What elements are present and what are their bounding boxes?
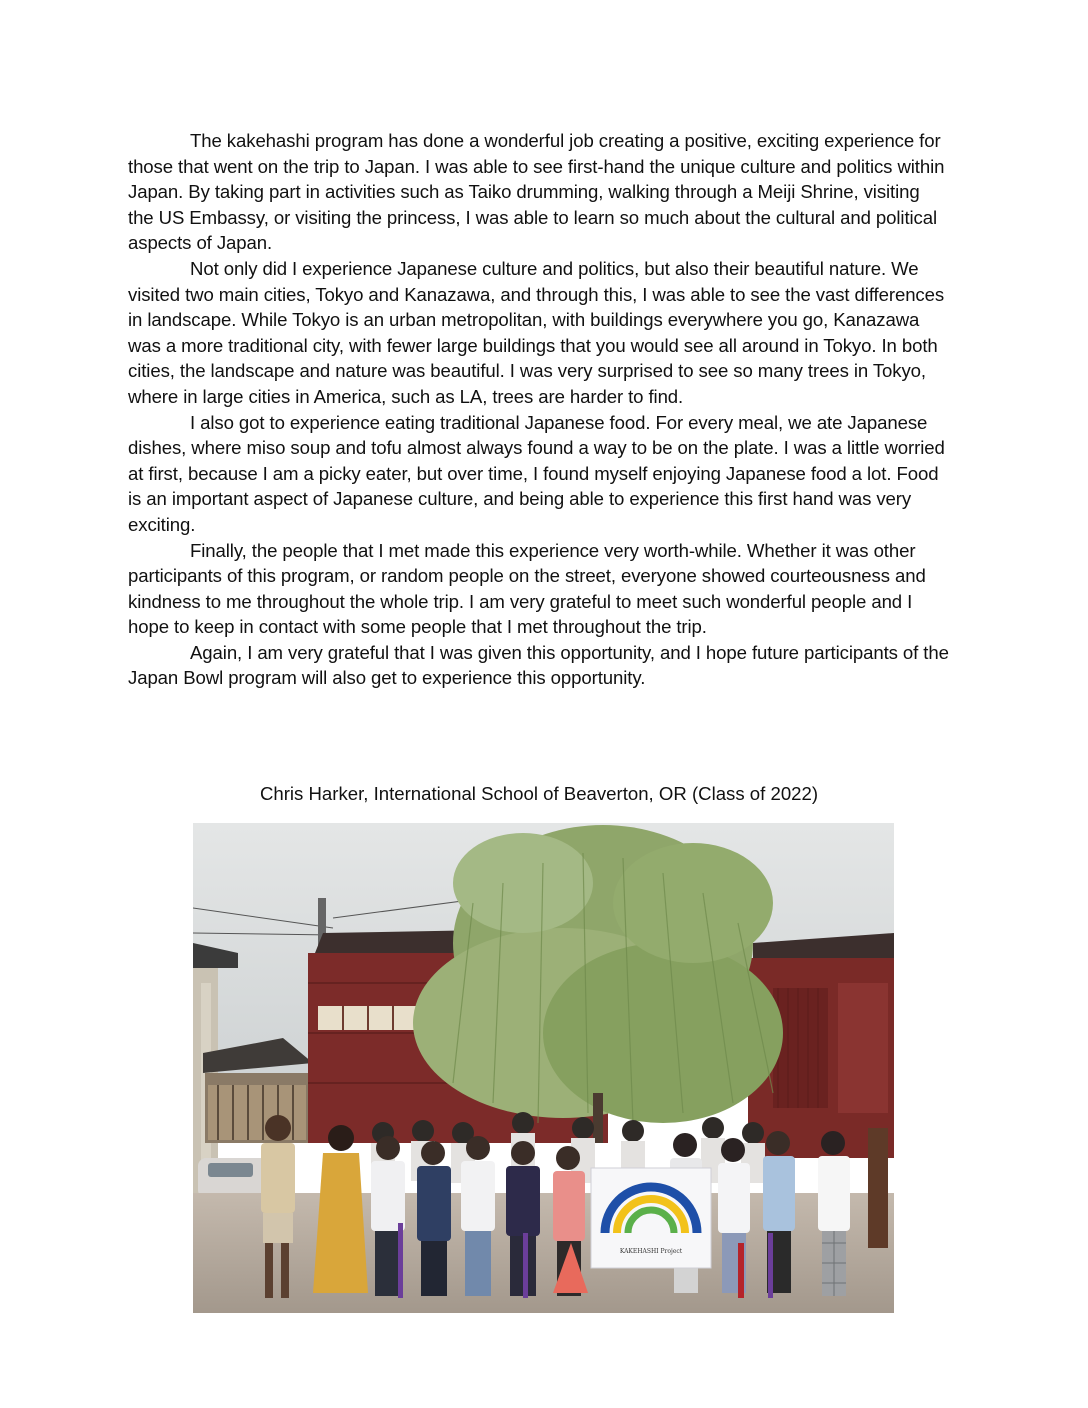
author-signature-line: Chris Harker, International School of Beaverton, OR (Class of 2022) xyxy=(259,783,819,804)
essay-paragraph-5: Again, I am very grateful that I was given this opportunity, and I hope future participants of the Japan Bowl program will also get to experience this opportunity. xyxy=(128,641,949,689)
essay-paragraph-1: The kakehashi program has done a wonderful job creating a positive, exciting experience for those that went on the trip to Japan. I was able to see first-hand the unique culture and politics within Japan. By taking part in activities such as Taiko drumming, walking through a Meiji Shrine, visiting the US Embassy, or visiting the princess, I was able to learn so much about the cultural and political aspects of Japan. xyxy=(128,130,945,254)
group-photo xyxy=(193,823,894,1313)
banner-text: KAKEHASHI Project xyxy=(619,1248,683,1255)
essay-paragraph-4: Finally, the people that I met made this experience very worth-while. Whether it was other participants of this program, or random people on the street, everyone showed courteousness and kindness to me throughout the whole trip. I am very grateful to meet such wonderful people and I hope to keep in contact with some people that I met throughout the trip. xyxy=(128,539,926,638)
essay-paragraph-2: Not only did I experience Japanese culture and politics, but also their beautiful nature. We visited two main cities, Tokyo and Kanazawa, and through this, I was able to see the vast differences in landscape. While Tokyo is an urban metropolitan, with buildings everywhere you go, Kanazawa was a more traditional city, with fewer large buildings that you would see all around in Tokyo. In both cities, the landscape and nature was beautiful. I was very surprised to see so many trees in Tokyo, where in large cities in America, such as LA, trees are harder to find. xyxy=(128,257,945,407)
kakehashi-banner xyxy=(591,1168,711,1268)
essay-body xyxy=(128,128,950,691)
essay-paragraph-3: I also got to experience eating traditional Japanese food. For every meal, we ate Japanese dishes, where miso soup and tofu almost always found a way to be on the plate. I was a little worried at first, because I am a picky eater, but over time, I found myself enjoying Japanese food a lot. Food is an important aspect of Japanese culture, and being able to experience this first hand was very exciting. xyxy=(128,411,945,535)
willow-tree xyxy=(413,825,783,1143)
